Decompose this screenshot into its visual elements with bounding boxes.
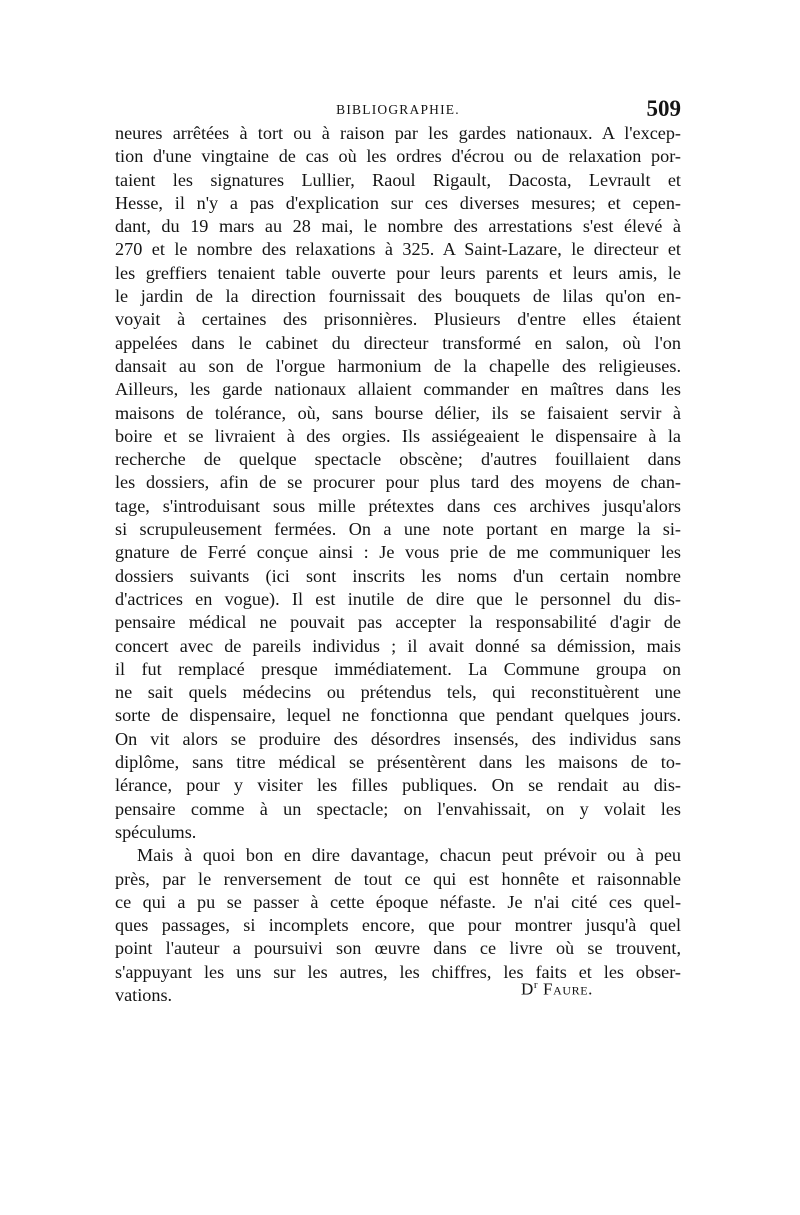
text-line: point l'auteur a poursuivi son œuvre dans ce livre où se trouvent, [115,938,681,959]
text-line: concert avec de pareils individus ; il avait donné sa démission, mais [115,635,681,656]
signature-name: Faure. [543,979,593,999]
text-line: neures arrêtées à tort ou à raison par les gardes nationaux. A l'excep- [115,123,681,143]
text-line: pensaire médical ne pouvait pas accepter la responsabilité d'agir de [115,612,681,633]
text-line: sorte de dispensaire, lequel ne fonctionna que pendant quelques jours. [115,705,681,726]
text-line: taient les signatures Lullier, Raoul Rigault, Dacosta, Levrault et [115,169,681,190]
text-line: appelées dans le cabinet du directeur transformé en salon, où l'on [115,332,681,353]
text-line: spéculums. [115,821,197,842]
text-line: Hesse, il n'y a pas d'explication sur ces diverses mesures; et cepen- [115,192,681,213]
text-line: boire et se livraient à des orgies. Ils assiégeaient le dispensaire à la [115,425,681,446]
text-line: lérance, pour y visiter les filles publiques. On se rendait au dis- [115,775,681,796]
text-line: maisons de tolérance, où, sans bourse délier, ils se faisaient servir à [115,402,681,423]
text-line: près, par le renversement de tout ce qui est honnête et raisonnable [115,868,681,889]
text-line: pensaire comme à un spectacle; on l'envahissait, on y volait les [115,798,681,819]
text-line: dansait au son de l'orgue harmonium de la chapelle des religieuses. [115,355,681,376]
text-line: s'appuyant les uns sur les autres, les chiffres, les faits et les obser- [115,961,681,982]
text-line: Ailleurs, les garde nationaux allaient commander en maîtres dans les [115,379,681,400]
text-line: si scrupuleusement fermées. On a une note portant en marge la si- [115,519,681,540]
signature-prefix-sup: r [533,979,539,991]
text-line: voyait à certaines des prisonnières. Plusieurs d'entre elles étaient [115,309,681,330]
text-line: gnature de Ferré conçue ainsi : Je vous prie de me communiquer les [115,542,681,563]
running-head [115,96,681,122]
text-line: vations. [115,984,173,1005]
body-text [115,122,681,1007]
text-line: le jardin de la direction fournissait des bouquets de lilas qu'on en- [115,286,681,307]
paragraph-2 [115,844,681,1007]
text-line: dant, du 19 mars au 28 mai, le nombre des arrestations s'est élevé à [115,216,681,237]
text-line: d'actrices en vogue). Il est inutile de dire que le personnel du dis- [115,588,681,609]
text-line: ques passages, si incomplets encore, que pour montrer jusqu'à quel [115,915,681,936]
text-line: ce qui a pu se passer à cette époque néfaste. Je n'ai cité ces quel- [115,891,681,912]
text-line: diplôme, sans titre médical se présentèrent dans les maisons de to- [115,752,681,773]
text-line: 270 et le nombre des relaxations à 325. A Saint-Lazare, le directeur et [115,239,681,260]
text-line: ne sait quels médecins ou prétendus tels, qui reconstituèrent une [115,682,681,703]
page-number: 509 [646,96,681,121]
text-line: Mais à quoi bon en dire davantage, chacun peut prévoir ou à peu [137,845,681,866]
running-title: BIBLIOGRAPHIE. [336,102,460,117]
paragraph-1 [115,122,681,844]
text-line: On vit alors se produire des désordres insensés, des individus sans [115,728,681,749]
text-line: tage, s'introduisant sous mille prétextes dans ces archives jusqu'alors [115,495,681,516]
text-line: dossiers suivants (ici sont inscrits les noms d'un certain nombre [115,565,681,586]
text-line: tion d'une vingtaine de cas où les ordres d'écrou ou de relaxation por- [115,146,681,167]
author-signature [521,979,593,1000]
text-line: il fut remplacé presque immédiatement. La Commune groupa on [115,658,681,679]
signature-prefix: D [521,979,534,999]
text-line: recherche de quelque spectacle obscène; d'autres fouillaient dans [115,449,681,470]
text-line: les greffiers tenaient table ouverte pour leurs parents et leurs amis, le [115,262,681,283]
text-line: les dossiers, afin de se procurer pour plus tard des moyens de chan- [115,472,681,493]
